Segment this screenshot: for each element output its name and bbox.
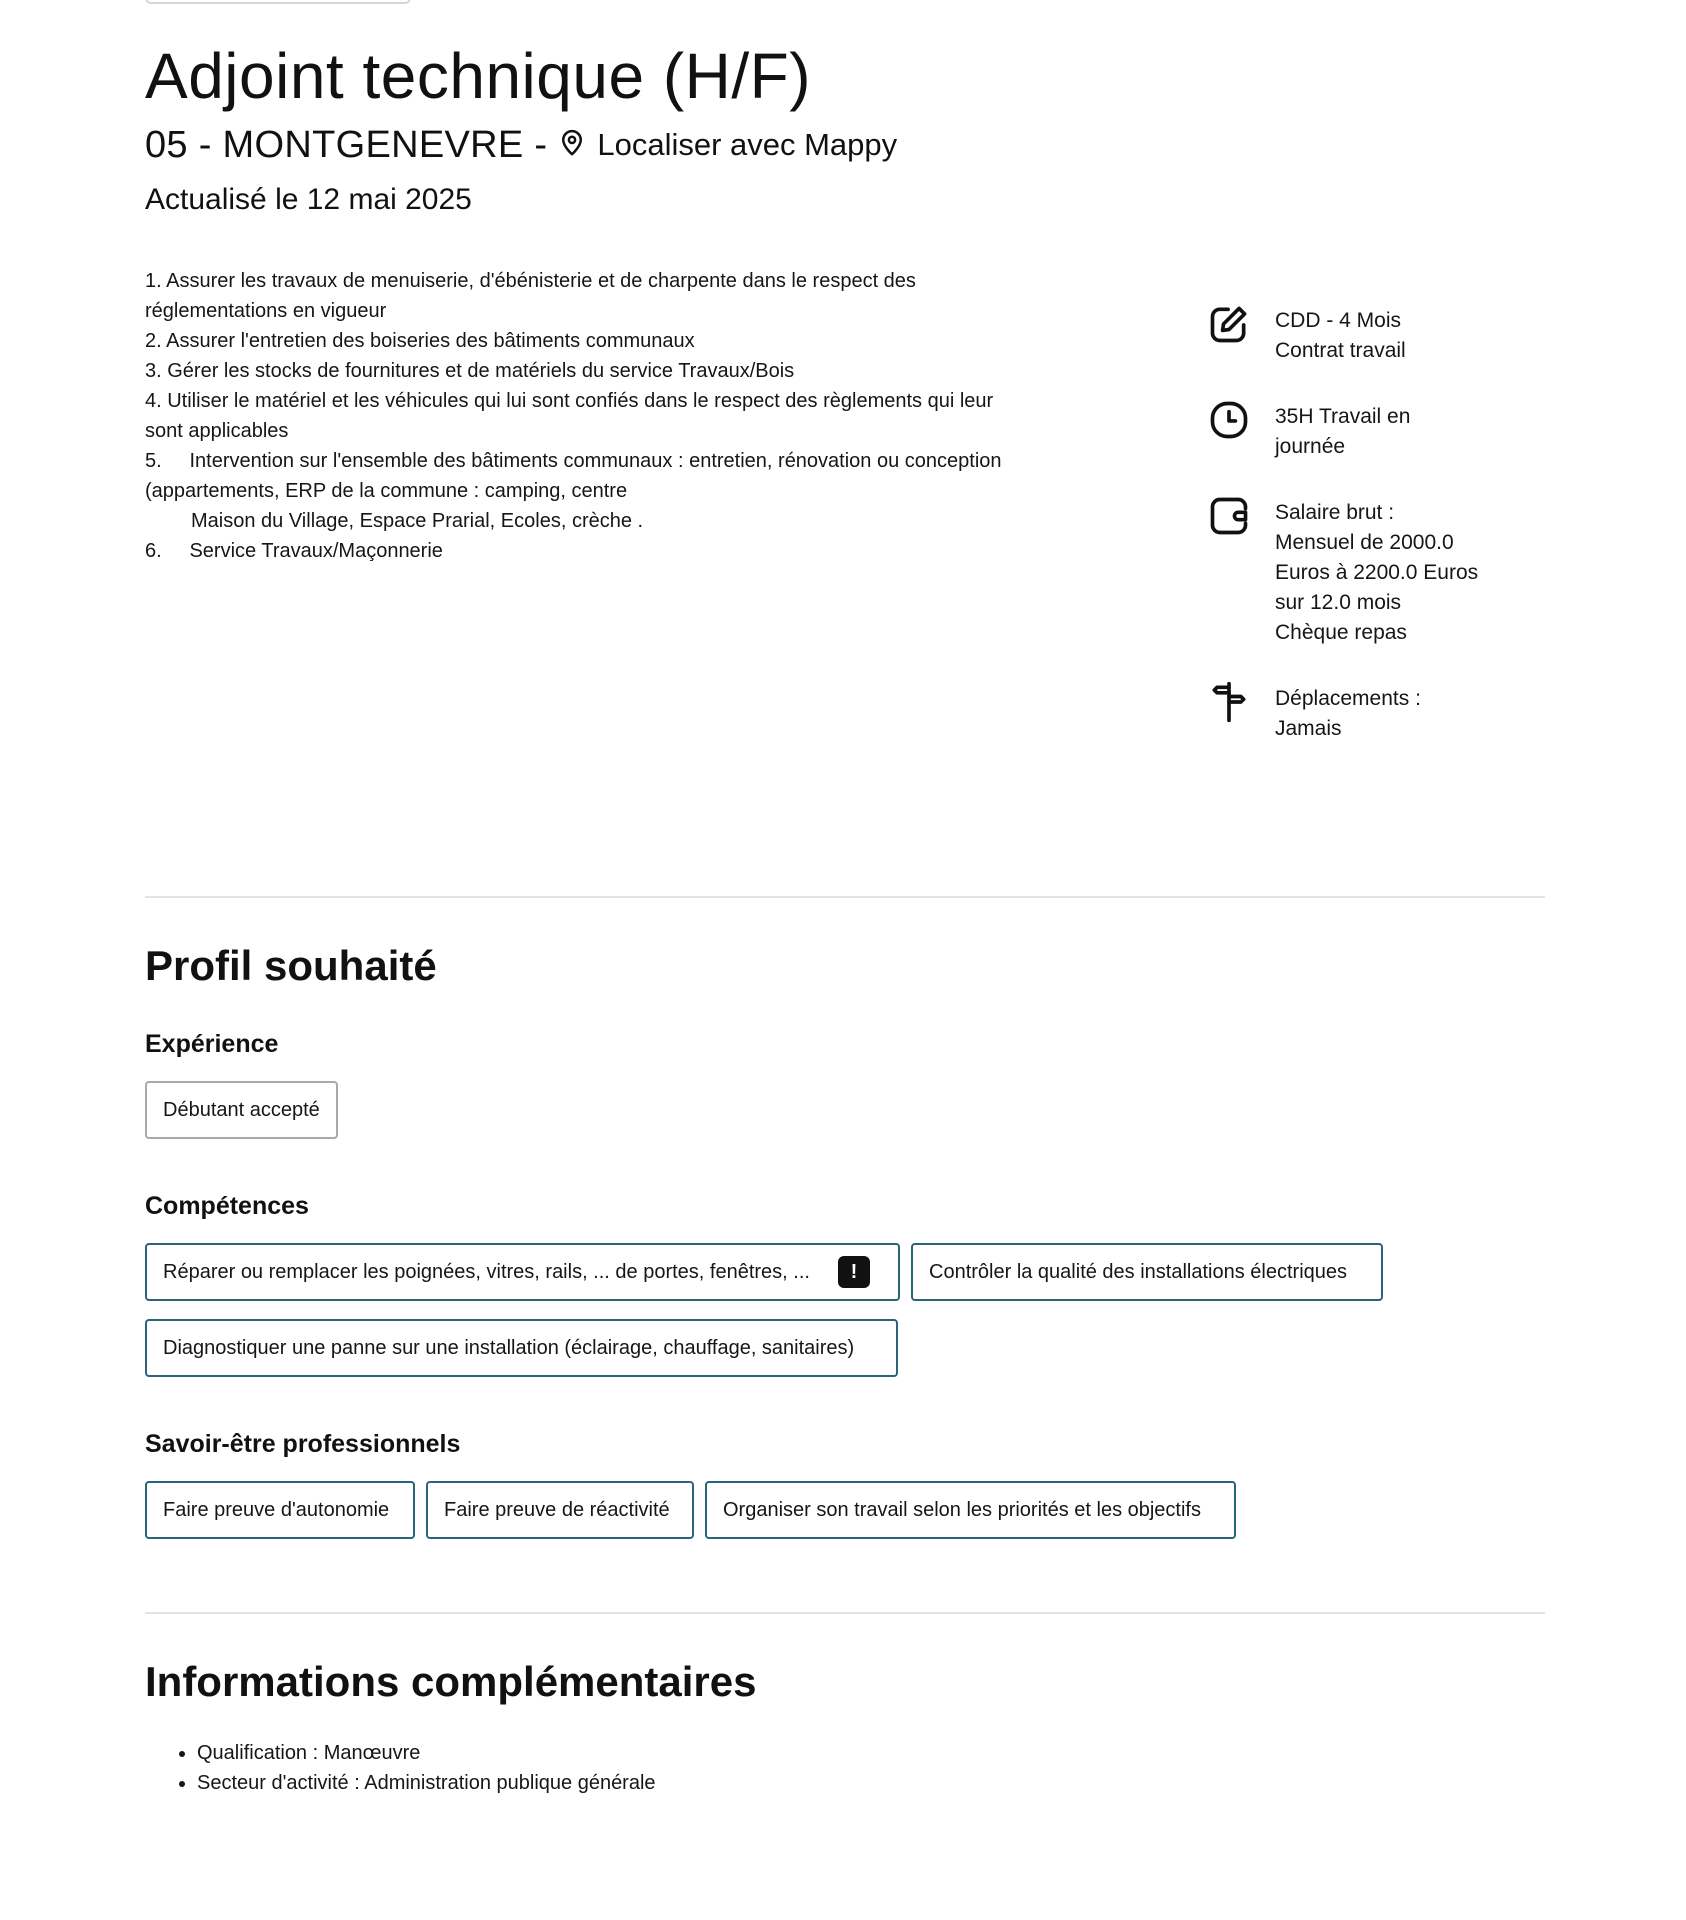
travel-value: Jamais	[1275, 717, 1342, 740]
description-line: 5. Intervention sur l'ensemble des bâtiments communaux : entretien, rénovation ou conception	[145, 450, 1002, 472]
hours-detail: journée	[1275, 435, 1346, 458]
soft-skill-tag[interactable]	[426, 1481, 694, 1539]
extra-info-title: Informations complémentaires	[145, 1658, 757, 1705]
previous-element-edge	[145, 0, 411, 4]
skill-tag[interactable]	[145, 1319, 898, 1377]
job-location: 05 - MONTGENEVRE -	[145, 123, 548, 166]
clock-icon	[1207, 398, 1255, 446]
skill-tag-label: Réparer ou remplacer les poignées, vitres, rails, ... de portes, fenêtres, ...	[163, 1260, 810, 1283]
profile-section-title: Profil souhaité	[145, 942, 437, 989]
travel-fact	[1207, 684, 1421, 744]
skill-tag-label: Contrôler la qualité des installations électriques	[929, 1260, 1348, 1283]
mappy-link-label: Localiser avec Mappy	[597, 127, 898, 162]
soft-skill-tag[interactable]	[705, 1481, 1236, 1539]
updated-date: Actualisé le 12 mai 2025	[145, 183, 472, 216]
soft-skill-tag-label: Faire preuve de réactivité	[444, 1498, 670, 1521]
description-line: sont applicables	[145, 420, 289, 442]
soft-skill-tag-label: Faire preuve d'autonomie	[163, 1498, 390, 1521]
soft-skill-tag[interactable]	[145, 1481, 415, 1539]
salary-label: Salaire brut :	[1275, 501, 1395, 524]
experience-title: Expérience	[145, 1030, 279, 1058]
alert-icon: !	[838, 1256, 870, 1288]
salary-line: sur 12.0 mois	[1275, 591, 1402, 614]
salary-line: Mensuel de 2000.0	[1275, 531, 1454, 554]
list-item: • Qualification : Manœuvre	[197, 1738, 656, 1768]
description-line: 1. Assurer les travaux de menuiserie, d'ébénisterie et de charpente dans le respect des	[145, 270, 916, 292]
description-line: 3. Gérer les stocks de fournitures et de matériels du service Travaux/Bois	[145, 360, 795, 382]
hours-fact	[1207, 402, 1410, 462]
job-title: Adjoint technique (H/F)	[145, 40, 812, 112]
experience-tag: Débutant accepté	[145, 1081, 338, 1139]
section-divider	[145, 896, 1545, 898]
salary-fact	[1207, 498, 1478, 648]
edit-icon	[1207, 302, 1255, 350]
travel-label: Déplacements :	[1275, 687, 1421, 710]
list-item: • Secteur d'activité : Administration publique générale	[197, 1768, 656, 1798]
skill-tag[interactable]	[911, 1243, 1383, 1301]
signpost-icon	[1207, 680, 1255, 728]
job-description	[145, 266, 1055, 566]
description-line: Maison du Village, Espace Prarial, Ecoles, crèche .	[191, 510, 644, 532]
hours-value: 35H Travail en	[1275, 405, 1411, 428]
contract-kind: Contrat travail	[1275, 339, 1406, 362]
contract-fact	[1207, 306, 1406, 366]
section-divider	[145, 1612, 1545, 1614]
contract-type: CDD - 4 Mois	[1275, 309, 1402, 332]
location-line	[145, 120, 897, 170]
description-line: 6. Service Travaux/Maçonnerie	[145, 540, 443, 562]
description-line: 2. Assurer l'entretien des boiseries des bâtiments communaux	[145, 330, 695, 352]
skill-tag[interactable]	[145, 1243, 900, 1301]
soft-skills-title: Savoir-être professionnels	[145, 1430, 461, 1458]
skill-tag-label: Diagnostiquer une panne sur une installation (éclairage, chauffage, sanitaires)	[163, 1336, 855, 1359]
soft-skill-tag-label: Organiser son travail selon les priorités et les objectifs	[723, 1498, 1201, 1521]
wallet-icon	[1207, 494, 1255, 542]
skills-title: Compétences	[145, 1192, 309, 1220]
description-line: 4. Utiliser le matériel et les véhicules qui lui sont confiés dans le respect des règlements qui leur	[145, 390, 994, 412]
salary-benefit: Chèque repas	[1275, 621, 1407, 644]
description-line: réglementations en vigueur	[145, 300, 387, 322]
mappy-link[interactable]	[557, 127, 897, 163]
map-pin-icon	[557, 128, 597, 163]
description-line: (appartements, ERP de la commune : camping, centre	[145, 480, 628, 502]
extra-info-list	[145, 1738, 656, 1798]
salary-line: Euros à 2200.0 Euros	[1275, 561, 1479, 584]
